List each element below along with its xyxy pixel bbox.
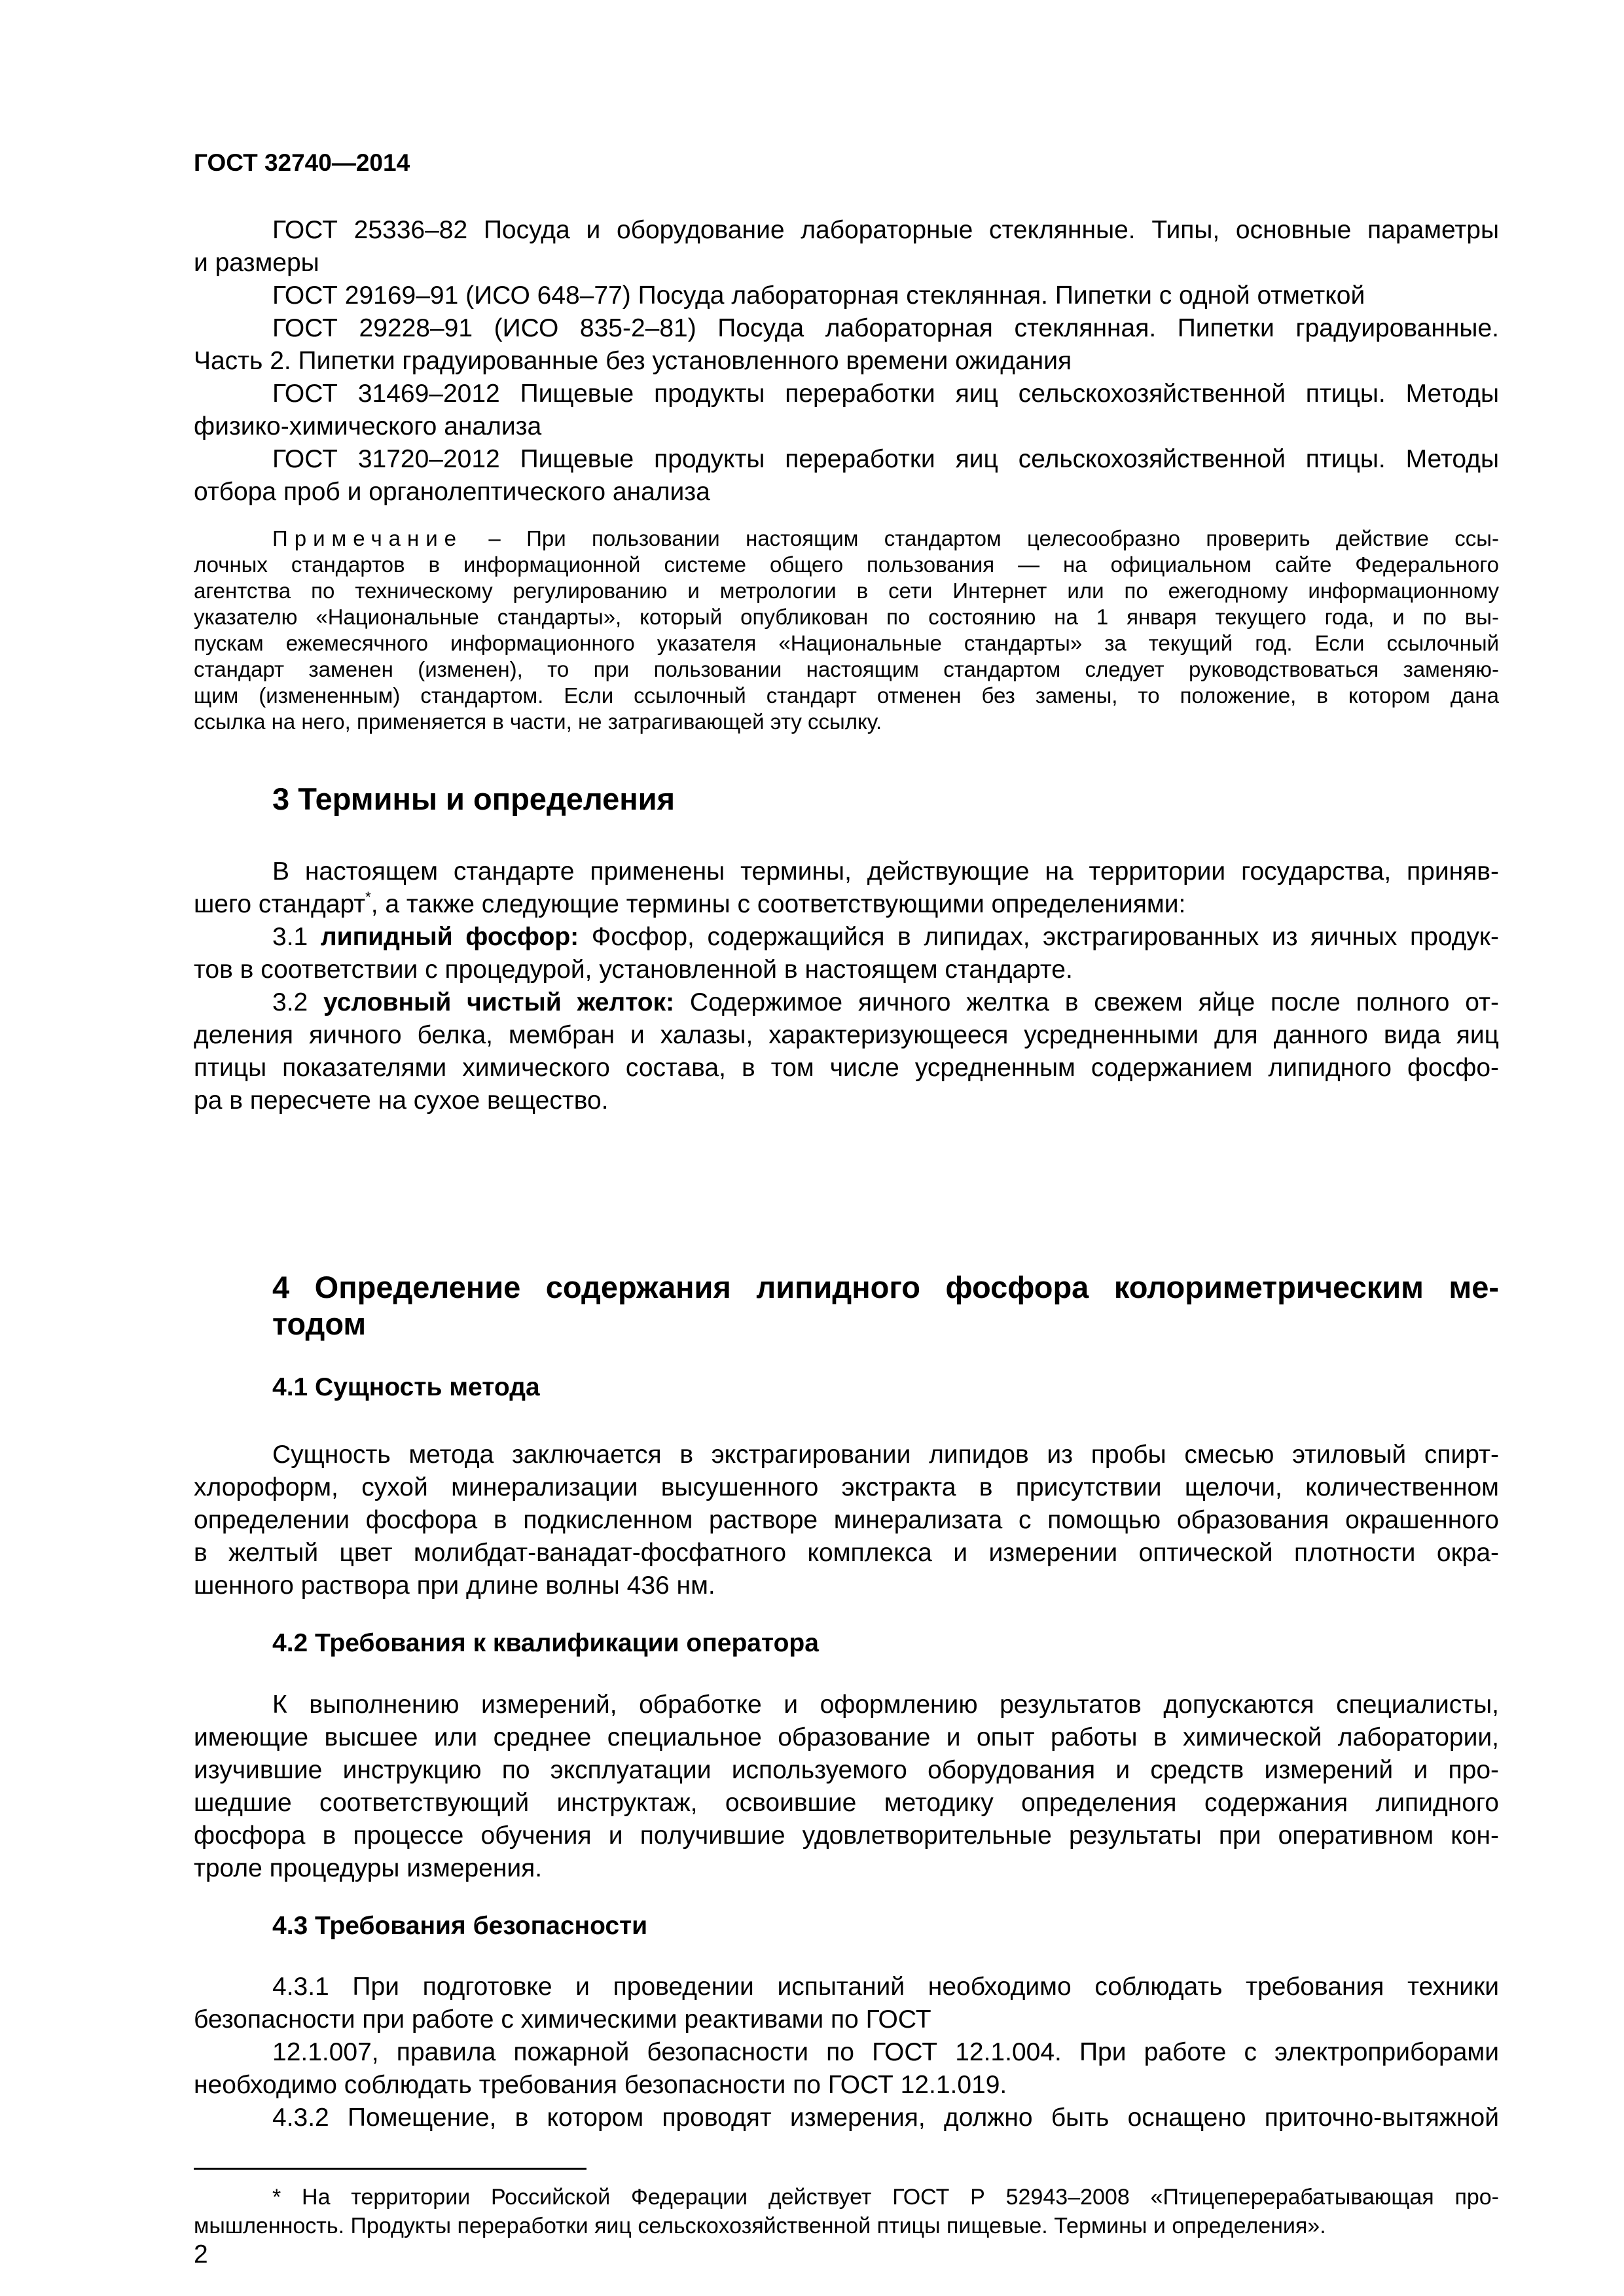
term-3-2: 3.2 условный чистый желток: Содержимое яичного желтка в свежем яйце после полного от-: [272, 988, 1499, 1016]
note-label: Примечание: [272, 526, 463, 550]
references-list: [194, 214, 1499, 509]
header-doc-id: ГОСТ 32740—2014: [194, 149, 410, 176]
term-name: условный чистый желток:: [323, 988, 675, 1016]
section-4-3-title: 4.3 Требования безопасности: [272, 1912, 648, 1940]
section-3-body: В настоящем стандарте применены термины, действующие на территории государства, приняв- шего стандарт*, а также следующие термины с соответствующими определениями: 3.1 липидный фосфор: Фосфор, содержащийся в липидах, экстрагированных из яичных продук- тов в соответствии с процедурой, установленной в настоящем стандарте. 3.2 условный чистый желток: Содержимое яичного желтка в свежем яйце после полного от- деления яичного белка, мембран и халазы, характеризующееся усредненными для данного вида яиц птицы показателями химического состава, в том числе усредненным содержанием липидного фосфо- ра в пересчете на сухое вещество.: [194, 855, 1499, 1117]
ref-item-cont: Часть 2. Пипетки градуированные без установленного времени ожидания: [194, 347, 1072, 375]
section-3-title: 3 Термины и определения: [272, 781, 675, 816]
note-block: [194, 526, 1499, 735]
section-4-1-title: 4.1 Сущность метода: [272, 1373, 540, 1401]
ref-item-cont: физико-химического анализа: [194, 412, 542, 440]
note-line: пускам ежемесячного информационного указателя «Национальные стандарты» за текущий год. Если ссылочный: [194, 631, 1499, 655]
ref-item: ГОСТ 31469–2012 Пищевые продукты переработки яиц сельскохозяйственной птицы. Методы: [272, 380, 1499, 408]
section-4-2-title: 4.2 Требования к квалификации оператора: [272, 1629, 819, 1657]
section-4-title: 4 Определение содержания липидного фосфора колориметрическим ме- тодом: [272, 1270, 1499, 1341]
footnote: * На территории Российской Федерации действует ГОСТ Р 52943–2008 «Птицеперерабатывающая про- мышленность. Продукты переработки яиц сельскохозяйственной птицы пищевые. Термины и определения».: [194, 2185, 1499, 2238]
footnote-rule: [194, 2168, 586, 2170]
note-line: лочных стандартов в информационной системе общего пользования — на официальном сайте Федерального: [194, 552, 1499, 577]
ref-item: ГОСТ 25336–82 Посуда и оборудование лабораторные стеклянные. Типы, основные параметры: [272, 216, 1499, 244]
note-line: указателю «Национальные стандарты», который опубликован по состоянию на 1 января текущего года, и по вы-: [194, 605, 1499, 629]
term-name: липидный фосфор:: [320, 923, 579, 951]
note-line: щим (измененным) стандартом. Если ссылочный стандарт отменен без замены, то положение, в котором дана: [194, 683, 1499, 708]
ref-item: ГОСТ 31720–2012 Пищевые продукты переработки яиц сельскохозяйственной птицы. Методы: [272, 445, 1499, 473]
page-number: 2: [194, 2240, 208, 2269]
note-line: – При пользовании настоящим стандартом целесообразно проверить действие ссы-: [463, 526, 1499, 550]
section-4-1-body: Сущность метода заключается в экстрагировании липидов из пробы смесью этиловый спирт- хлороформ, сухой минерализации высушенного экстракта в присутствии щелочи, количественном определении фосфора в подкисленном растворе минерализата с помощью образования окрашенного в желтый цвет молибдат-ванадат-фосфатного комплекса и измерении оптической плотности окра- шенного раствора при длине волны 436 нм.: [194, 1441, 1499, 1600]
ref-item-cont: и размеры: [194, 249, 319, 277]
note-line: ссылка на него, применяется в части, не затрагивающей эту ссылку.: [194, 709, 882, 734]
ref-item-cont: отбора проб и органолептического анализа: [194, 478, 710, 506]
term-3-1: 3.1 липидный фосфор: Фосфор, содержащийся в липидах, экстрагированных из яичных продук-: [272, 923, 1499, 951]
section-3-intro: В настоящем стандарте применены термины, действующие на территории государства, приняв-: [272, 857, 1499, 886]
ref-item: ГОСТ 29228–91 (ИСО 835-2–81) Посуда лабораторная стеклянная. Пипетки градуированные.: [272, 314, 1499, 342]
section-4-2-body: К выполнению измерений, обработке и оформлению результатов допускаются специалисты, имеющие высшее или среднее специальное образование и опыт работы в химической лаборатории, изучившие инструкцию по эксплуатации используемого оборудования и средств измерений и про- шедшие соответствующий инструктаж, освоившие методику определения содержания липидного фосфора в процессе обучения и получившие удовлетворительные результаты при оперативном кон- троле процедуры измерения.: [194, 1691, 1499, 1882]
note-line: агентства по техническому регулированию и метрологии в сети Интернет или по ежегодному информационному: [194, 579, 1499, 603]
note-line: стандарт заменен (изменен), то при пользовании настоящим стандартом следует руководствоваться заменяю-: [194, 657, 1499, 681]
ref-item: ГОСТ 29169–91 (ИСО 648–77) Посуда лабораторная стеклянная. Пипетки с одной отметкой: [272, 281, 1365, 310]
footnote-marker: *: [365, 889, 371, 905]
section-4-3-body: 4.3.1 При подготовке и проведении испытаний необходимо соблюдать требования техники безопасности при работе с химическими реактивами по ГОСТ 12.1.007, правила пожарной безопасности по ГОСТ 12.1.004. При работе с электроприборами необходимо соблюдать требования безопасности по ГОСТ 12.1.019. 4.3.2 Помещение, в котором проводят измерения, должно быть оснащено приточно-вытяжной: [194, 1973, 1499, 2132]
